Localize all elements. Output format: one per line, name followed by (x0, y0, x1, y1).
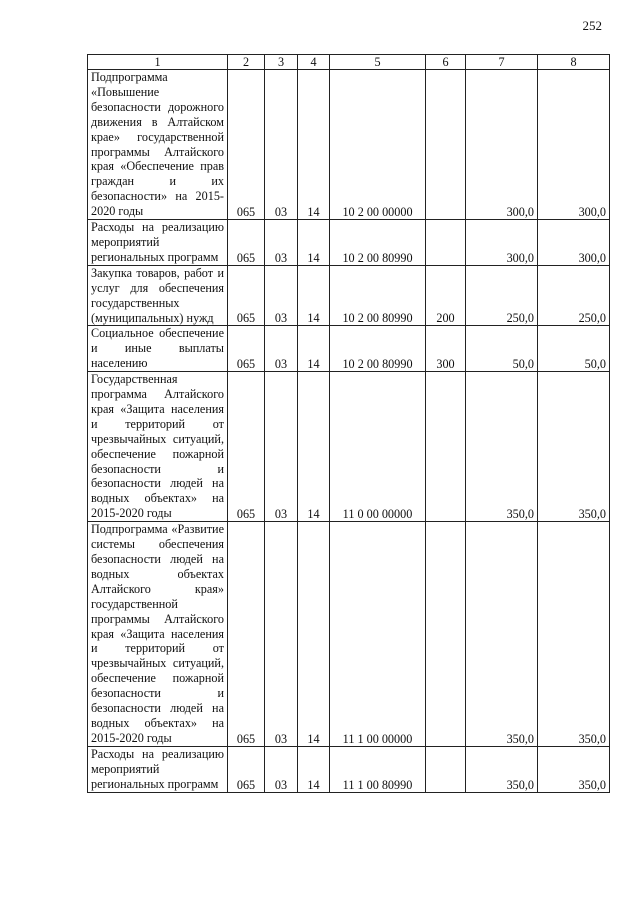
amount-col7: 50,0 (466, 326, 538, 372)
section-code: 03 (265, 522, 298, 747)
col-header-6: 6 (426, 55, 466, 70)
ministry-code: 065 (228, 326, 265, 372)
ministry-code: 065 (228, 746, 265, 792)
col-header-4: 4 (298, 55, 330, 70)
row-name: Подпрограмма «Развитие системы обеспечения безопасности людей на водных объектах Алтайского края» государственной программы Алтайского края «Защита населения и территорий от чрезвычайных ситуаций, обеспечение пожарной безопасности и безопасности людей на водных объектах» на 2015-2020 годы (88, 522, 228, 747)
amount-col8: 300,0 (538, 220, 610, 266)
row-name: Расходы на реализацию мероприятий региональных программ (88, 220, 228, 266)
expense-type (426, 372, 466, 522)
target-article: 11 1 00 00000 (330, 522, 426, 747)
ministry-code: 065 (228, 70, 265, 220)
table-row (88, 70, 610, 220)
row-name: Подпрограмма «Повышение безопасности дорожного движения в Алтайском крае» государственной программы Алтайского края «Обеспечение прав граждан и их безопасности» на 2015-2020 годы (88, 70, 228, 220)
subsection-code: 14 (298, 220, 330, 266)
target-article: 10 2 00 80990 (330, 220, 426, 266)
amount-col7: 350,0 (466, 372, 538, 522)
subsection-code: 14 (298, 522, 330, 747)
section-code: 03 (265, 70, 298, 220)
row-name: Расходы на реализацию мероприятий региональных программ (88, 746, 228, 792)
amount-col7: 300,0 (466, 220, 538, 266)
section-code: 03 (265, 220, 298, 266)
section-code: 03 (265, 746, 298, 792)
target-article: 10 2 00 00000 (330, 70, 426, 220)
section-code: 03 (265, 265, 298, 326)
expense-type (426, 746, 466, 792)
col-header-3: 3 (265, 55, 298, 70)
expense-type (426, 522, 466, 747)
row-name: Социальное обеспечение и иные выплаты населению (88, 326, 228, 372)
target-article: 11 1 00 80990 (330, 746, 426, 792)
expense-type: 300 (426, 326, 466, 372)
expense-type: 200 (426, 265, 466, 326)
expense-type (426, 220, 466, 266)
col-header-2: 2 (228, 55, 265, 70)
row-name: Государственная программа Алтайского края «Защита населения и территорий от чрезвычайных ситуаций, обеспечение пожарной безопасности и безопасности людей на водных объектах» на 2015-2020 годы (88, 372, 228, 522)
table-row (88, 522, 610, 747)
amount-col8: 350,0 (538, 522, 610, 747)
table-row (88, 372, 610, 522)
row-name: Закупка товаров, работ и услуг для обеспечения государственных (муниципальных) нужд (88, 265, 228, 326)
amount-col7: 350,0 (466, 522, 538, 747)
amount-col8: 50,0 (538, 326, 610, 372)
ministry-code: 065 (228, 265, 265, 326)
ministry-code: 065 (228, 372, 265, 522)
budget-table (87, 54, 610, 793)
table-row (88, 746, 610, 792)
table-row (88, 326, 610, 372)
subsection-code: 14 (298, 746, 330, 792)
table-row (88, 220, 610, 266)
table-row (88, 265, 610, 326)
col-header-1: 1 (88, 55, 228, 70)
col-header-5: 5 (330, 55, 426, 70)
expense-type (426, 70, 466, 220)
target-article: 11 0 00 00000 (330, 372, 426, 522)
amount-col7: 300,0 (466, 70, 538, 220)
subsection-code: 14 (298, 70, 330, 220)
amount-col7: 350,0 (466, 746, 538, 792)
target-article: 10 2 00 80990 (330, 326, 426, 372)
header-row (88, 55, 610, 70)
amount-col8: 250,0 (538, 265, 610, 326)
page-number: 252 (582, 18, 602, 33)
amount-col8: 350,0 (538, 746, 610, 792)
section-code: 03 (265, 326, 298, 372)
subsection-code: 14 (298, 326, 330, 372)
subsection-code: 14 (298, 372, 330, 522)
amount-col8: 350,0 (538, 372, 610, 522)
col-header-8: 8 (538, 55, 610, 70)
amount-col8: 300,0 (538, 70, 610, 220)
ministry-code: 065 (228, 220, 265, 266)
target-article: 10 2 00 80990 (330, 265, 426, 326)
col-header-7: 7 (466, 55, 538, 70)
subsection-code: 14 (298, 265, 330, 326)
section-code: 03 (265, 372, 298, 522)
amount-col7: 250,0 (466, 265, 538, 326)
ministry-code: 065 (228, 522, 265, 747)
